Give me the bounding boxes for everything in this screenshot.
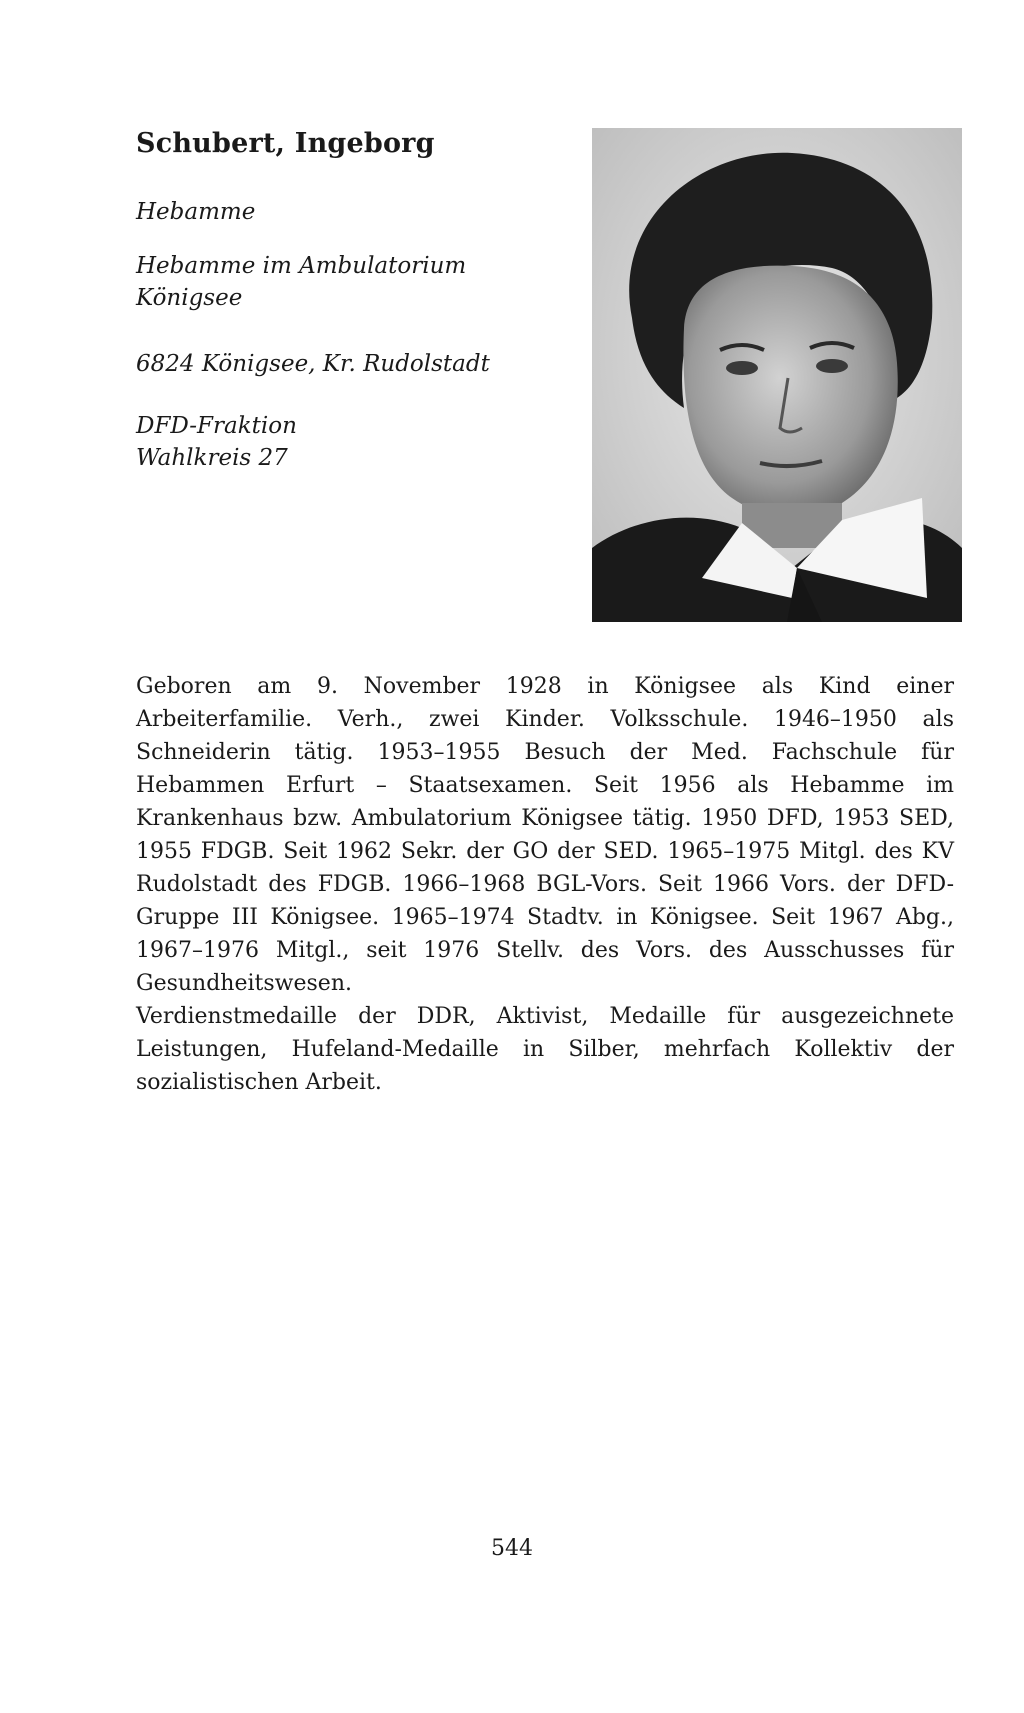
entry-name: Schubert, Ingeborg [136, 128, 435, 159]
biography-paragraph-1: Geboren am 9. November 1928 in Königsee als Kind einer Arbeiterfamilie. Verh., zwei Kinder. Volksschule. 1946–1950 als Schneiderin tätig. 1953–1955 Besuch der Med. Fachschule für Hebammen Erfurt – Staatsexamen. Seit 1956 als Hebamme im Krankenhaus bzw. Ambulatorium Königsee tätig. 1950 DFD, 1953 SED, 1955 FDGB. Seit 1962 Sekr. der GO der SED. 1965–1975 Mitgl. des KV Rudolstadt des FDGB. 1966–1968 BGL-Vors. Seit 1966 Vors. der DFD-Gruppe III Königsee. 1965–1974 Stadtv. in Königsee. Seit 1967 Abg., 1967–1976 Mitgl., seit 1976 Stellv. des Vors. des Ausschusses für Gesundheitswesen. [136, 674, 954, 996]
address-text: 6824 Königsee, Kr. Rudolstadt [136, 351, 490, 377]
entry-address [136, 348, 490, 380]
portrait-photo-icon [592, 128, 962, 622]
profession-text: Hebamme [136, 199, 256, 225]
biography [136, 670, 954, 1099]
entry-workplace [136, 250, 466, 314]
portrait-photo [592, 128, 962, 622]
workplace-line-1: Hebamme im Ambulatorium [136, 253, 467, 279]
entry-profession [136, 196, 255, 228]
biography-paragraph-2: Verdienstmedaille der DDR, Aktivist, Medaille für ausgezeichnete Leistungen, Hufeland-Medaille in Silber, mehrfach Kollektiv der sozialistischen Arbeit. [136, 1004, 954, 1095]
workplace-line-2: Königsee [136, 285, 243, 311]
page-number: 544 [491, 1536, 533, 1561]
constituency-text: Wahlkreis 27 [136, 445, 288, 471]
entry-faction [136, 410, 297, 474]
faction-text: DFD-Fraktion [136, 413, 297, 439]
